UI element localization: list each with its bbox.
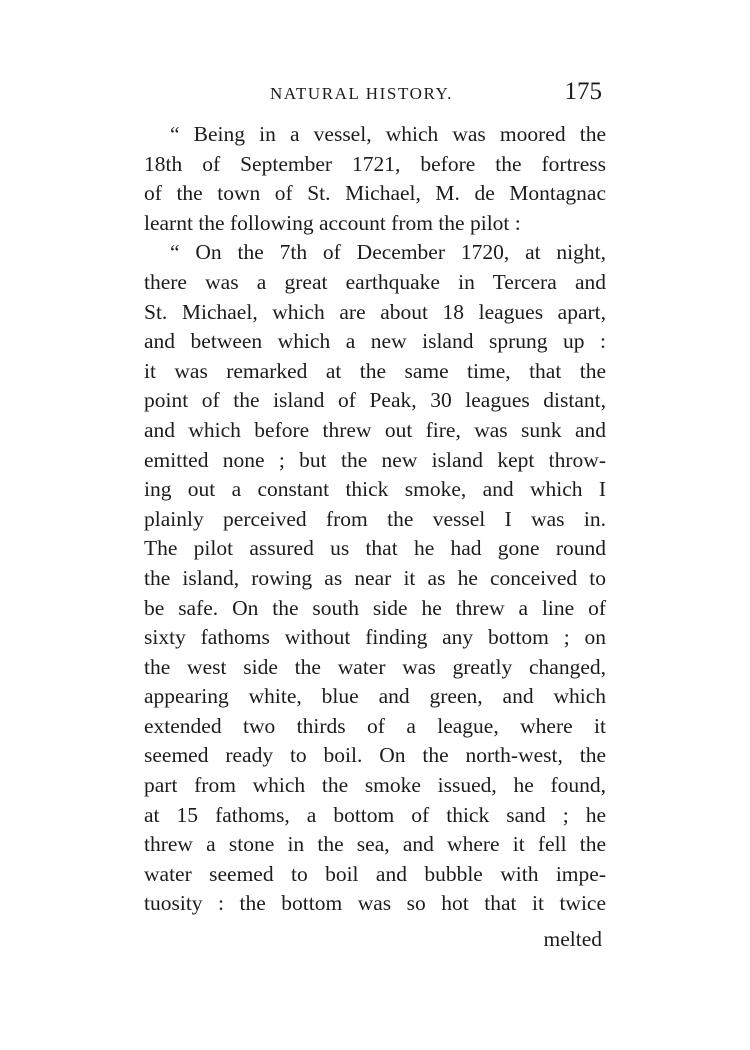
text-line: tuosity : the bottom was so hot that it twice [144, 891, 606, 916]
text-line: at 15 fathoms, a bottom of thick sand ; he [144, 802, 606, 827]
text-line: 18th of September 1721, before the fortress [144, 151, 606, 176]
text-line: threw a stone in the sea, and where it fell the [144, 832, 606, 857]
text-line: learnt the following account from the pilot : [144, 210, 521, 235]
text-line: “ Being in a vessel, which was moored the [170, 122, 606, 146]
text-line: St. Michael, which are about 18 leagues apart, [144, 299, 606, 324]
text-line: ing out a constant thick smoke, and which I [144, 477, 606, 502]
text-line: and which before threw out fire, was sunk and [144, 417, 606, 442]
text-line: The pilot assured us that he had gone round [144, 536, 606, 561]
text-line: plainly perceived from the vessel I was in. [144, 506, 606, 531]
text-line: appearing white, blue and green, and which [144, 684, 606, 709]
catchword: melted [543, 927, 602, 951]
text-line: the west side the water was greatly changed, [144, 654, 606, 679]
text-line: of the town of St. Michael, M. de Montagnac [144, 181, 606, 206]
text-line: the island, rowing as near it as he conceived to [144, 565, 606, 590]
text-line: it was remarked at the same time, that the [144, 358, 606, 383]
text-line: part from which the smoke issued, he found, [144, 773, 606, 798]
text-line: emitted none ; but the new island kept throw- [144, 447, 606, 472]
running-title: NATURAL HISTORY. [270, 84, 454, 103]
text-line: and between which a new island sprung up : [144, 329, 606, 354]
text-line: sixty fathoms without finding any bottom ; on [144, 625, 606, 650]
text-line: extended two thirds of a league, where it [144, 713, 606, 738]
body-text [144, 120, 606, 919]
text-line: there was a great earthquake in Tercera and [144, 269, 606, 294]
text-line: point of the island of Peak, 30 leagues distant, [144, 388, 606, 413]
text-line: be safe. On the south side he threw a line of [144, 595, 606, 620]
text-line: “ On the 7th of December 1720, at night, [170, 240, 606, 265]
text-line: seemed ready to boil. On the north-west, the [144, 743, 606, 768]
text-line: water seemed to boil and bubble with impe- [144, 861, 606, 886]
page-number: 175 [564, 78, 602, 105]
